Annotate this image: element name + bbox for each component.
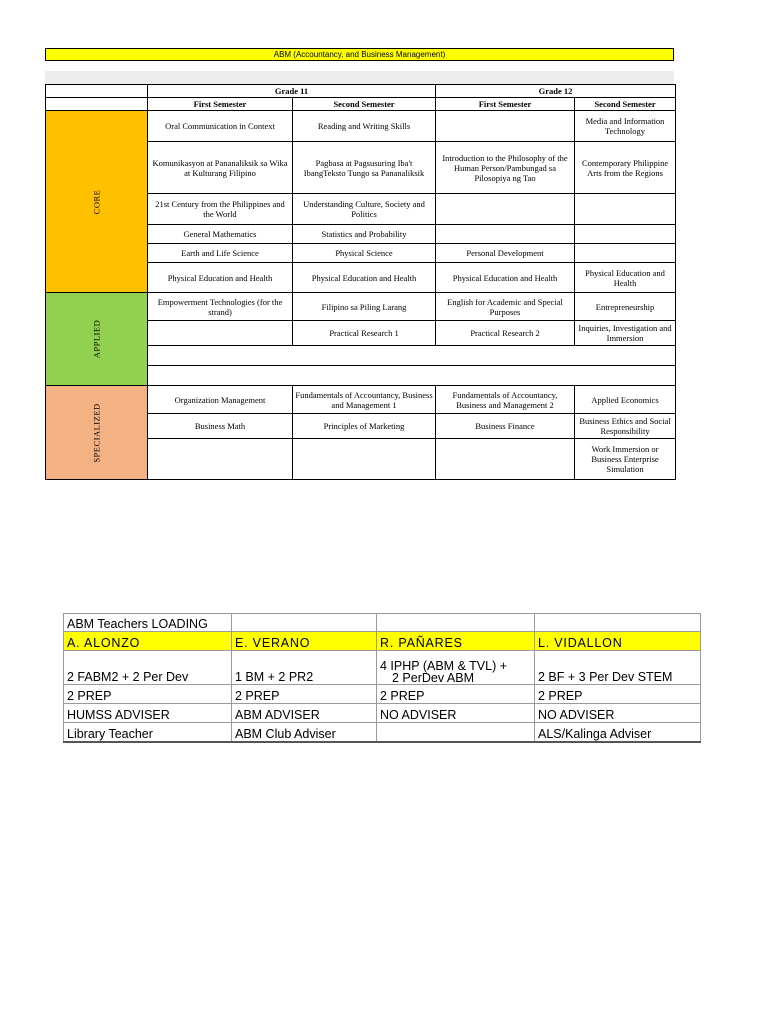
- grade-11-header: Grade 11: [148, 85, 436, 98]
- subject-cell: Physical Education and Health: [293, 263, 436, 293]
- curriculum-table: [45, 84, 676, 480]
- subject-cell: Organization Management: [148, 386, 293, 414]
- semester-header: Second Semester: [293, 98, 436, 111]
- subject-cell: Understanding Culture, Society and Politics: [293, 194, 436, 225]
- load-cell: ALS/Kalinga Adviser: [535, 723, 701, 742]
- load-line: 2 PerDev ABM: [392, 671, 474, 685]
- empty-cell: [535, 614, 701, 632]
- subject-cell: Pagbasa at Pagsusuring Iba't IbangTeksto Tungo sa Pananaliksik: [293, 142, 436, 194]
- empty-row: [148, 366, 676, 386]
- category-applied: APPLIED: [46, 293, 148, 386]
- category-core: CORE: [46, 111, 148, 293]
- subject-cell: Physical Education and Health: [148, 263, 293, 293]
- subject-cell: Business Math: [148, 414, 293, 439]
- load-cell: ABM Club Adviser: [232, 723, 377, 742]
- teacher-name: A. ALONZO: [64, 632, 232, 651]
- subject-cell: Reading and Writing Skills: [293, 111, 436, 142]
- subject-cell: Applied Economics: [575, 386, 676, 414]
- subject-cell: Physical Education and Health: [436, 263, 575, 293]
- load-cell: HUMSS ADVISER: [64, 704, 232, 723]
- semester-header: First Semester: [148, 98, 293, 111]
- load-cell: ABM ADVISER: [232, 704, 377, 723]
- subject-cell: Work Immersion or Business Enterprise Simulation: [575, 439, 676, 480]
- subject-cell: [148, 321, 293, 346]
- category-specialized: SPECIALIZED: [46, 386, 148, 480]
- empty-row: [148, 346, 676, 366]
- load-cell: 2 FABM2 + 2 Per Dev: [64, 651, 232, 685]
- subject-cell: Physical Education and Health: [575, 263, 676, 293]
- teachers-loading-table: [63, 613, 701, 743]
- load-cell: 1 BM + 2 PR2: [232, 651, 377, 685]
- empty-cell: [377, 614, 535, 632]
- load-cell: NO ADVISER: [377, 704, 535, 723]
- subject-cell: [436, 225, 575, 244]
- subject-cell: 21st Century from the Philippines and the World: [148, 194, 293, 225]
- subject-cell: [436, 439, 575, 480]
- semester-header: First Semester: [436, 98, 575, 111]
- header-band: [45, 71, 674, 84]
- load-cell: NO ADVISER: [535, 704, 701, 723]
- subject-cell: Physical Science: [293, 244, 436, 263]
- subject-cell: Business Ethics and Social Responsibility: [575, 414, 676, 439]
- corner-cell-2: [46, 98, 148, 111]
- subject-cell: Contemporary Philippine Arts from the Regions: [575, 142, 676, 194]
- load-cell: 2 PREP: [232, 685, 377, 704]
- grade-12-header: Grade 12: [436, 85, 676, 98]
- load-cell: 2 BF + 3 Per Dev STEM: [535, 651, 701, 685]
- subject-cell: Media and Information Technology: [575, 111, 676, 142]
- subject-cell: Entrepreneurship: [575, 293, 676, 321]
- loading-title: ABM Teachers LOADING: [64, 614, 232, 632]
- load-cell: [377, 723, 535, 742]
- subject-cell: [575, 244, 676, 263]
- semester-header: Second Semester: [575, 98, 676, 111]
- load-cell: Library Teacher: [64, 723, 232, 742]
- subject-cell: General Mathematics: [148, 225, 293, 244]
- subject-cell: [293, 439, 436, 480]
- subject-cell: Statistics and Probability: [293, 225, 436, 244]
- subject-cell: Practical Research 2: [436, 321, 575, 346]
- subject-cell: Principles of Marketing: [293, 414, 436, 439]
- subject-cell: [436, 194, 575, 225]
- subject-cell: Earth and Life Science: [148, 244, 293, 263]
- subject-cell: Practical Research 1: [293, 321, 436, 346]
- teacher-name: L. VIDALLON: [535, 632, 701, 651]
- teacher-name: R. PAÑARES: [377, 632, 535, 651]
- subject-cell: [436, 111, 575, 142]
- subject-cell: Inquiries, Investigation and Immersion: [575, 321, 676, 346]
- subject-cell: Fundamentals of Accountancy, Business and Management 2: [436, 386, 575, 414]
- subject-cell: Oral Communication in Context: [148, 111, 293, 142]
- subject-cell: Introduction to the Philosophy of the Human Person/Pambungad sa Pilosopiya ng Tao: [436, 142, 575, 194]
- subject-cell: [575, 225, 676, 244]
- subject-cell: Personal Development: [436, 244, 575, 263]
- subject-cell: Empowerment Technologies (for the strand): [148, 293, 293, 321]
- subject-cell: [575, 194, 676, 225]
- load-cell: 2 PREP: [535, 685, 701, 704]
- strand-title: ABM (Accountancy, and Business Management): [45, 48, 674, 61]
- load-cell: 2 PREP: [377, 685, 535, 704]
- subject-cell: Fundamentals of Accountancy, Business and Management 1: [293, 386, 436, 414]
- subject-cell: Filipino sa Piling Larang: [293, 293, 436, 321]
- subject-cell: English for Academic and Special Purposes: [436, 293, 575, 321]
- load-line: 4 IPHP (ABM & TVL) +: [380, 659, 508, 673]
- empty-cell: [232, 614, 377, 632]
- corner-cell: [46, 85, 148, 98]
- subject-cell: Komunikasyon at Pananaliksik sa Wika at Kulturang Filipino: [148, 142, 293, 194]
- teacher-name: E. VERANO: [232, 632, 377, 651]
- load-cell: 2 PREP: [64, 685, 232, 704]
- subject-cell: Business Finance: [436, 414, 575, 439]
- subject-cell: [148, 439, 293, 480]
- load-cell: [377, 651, 535, 685]
